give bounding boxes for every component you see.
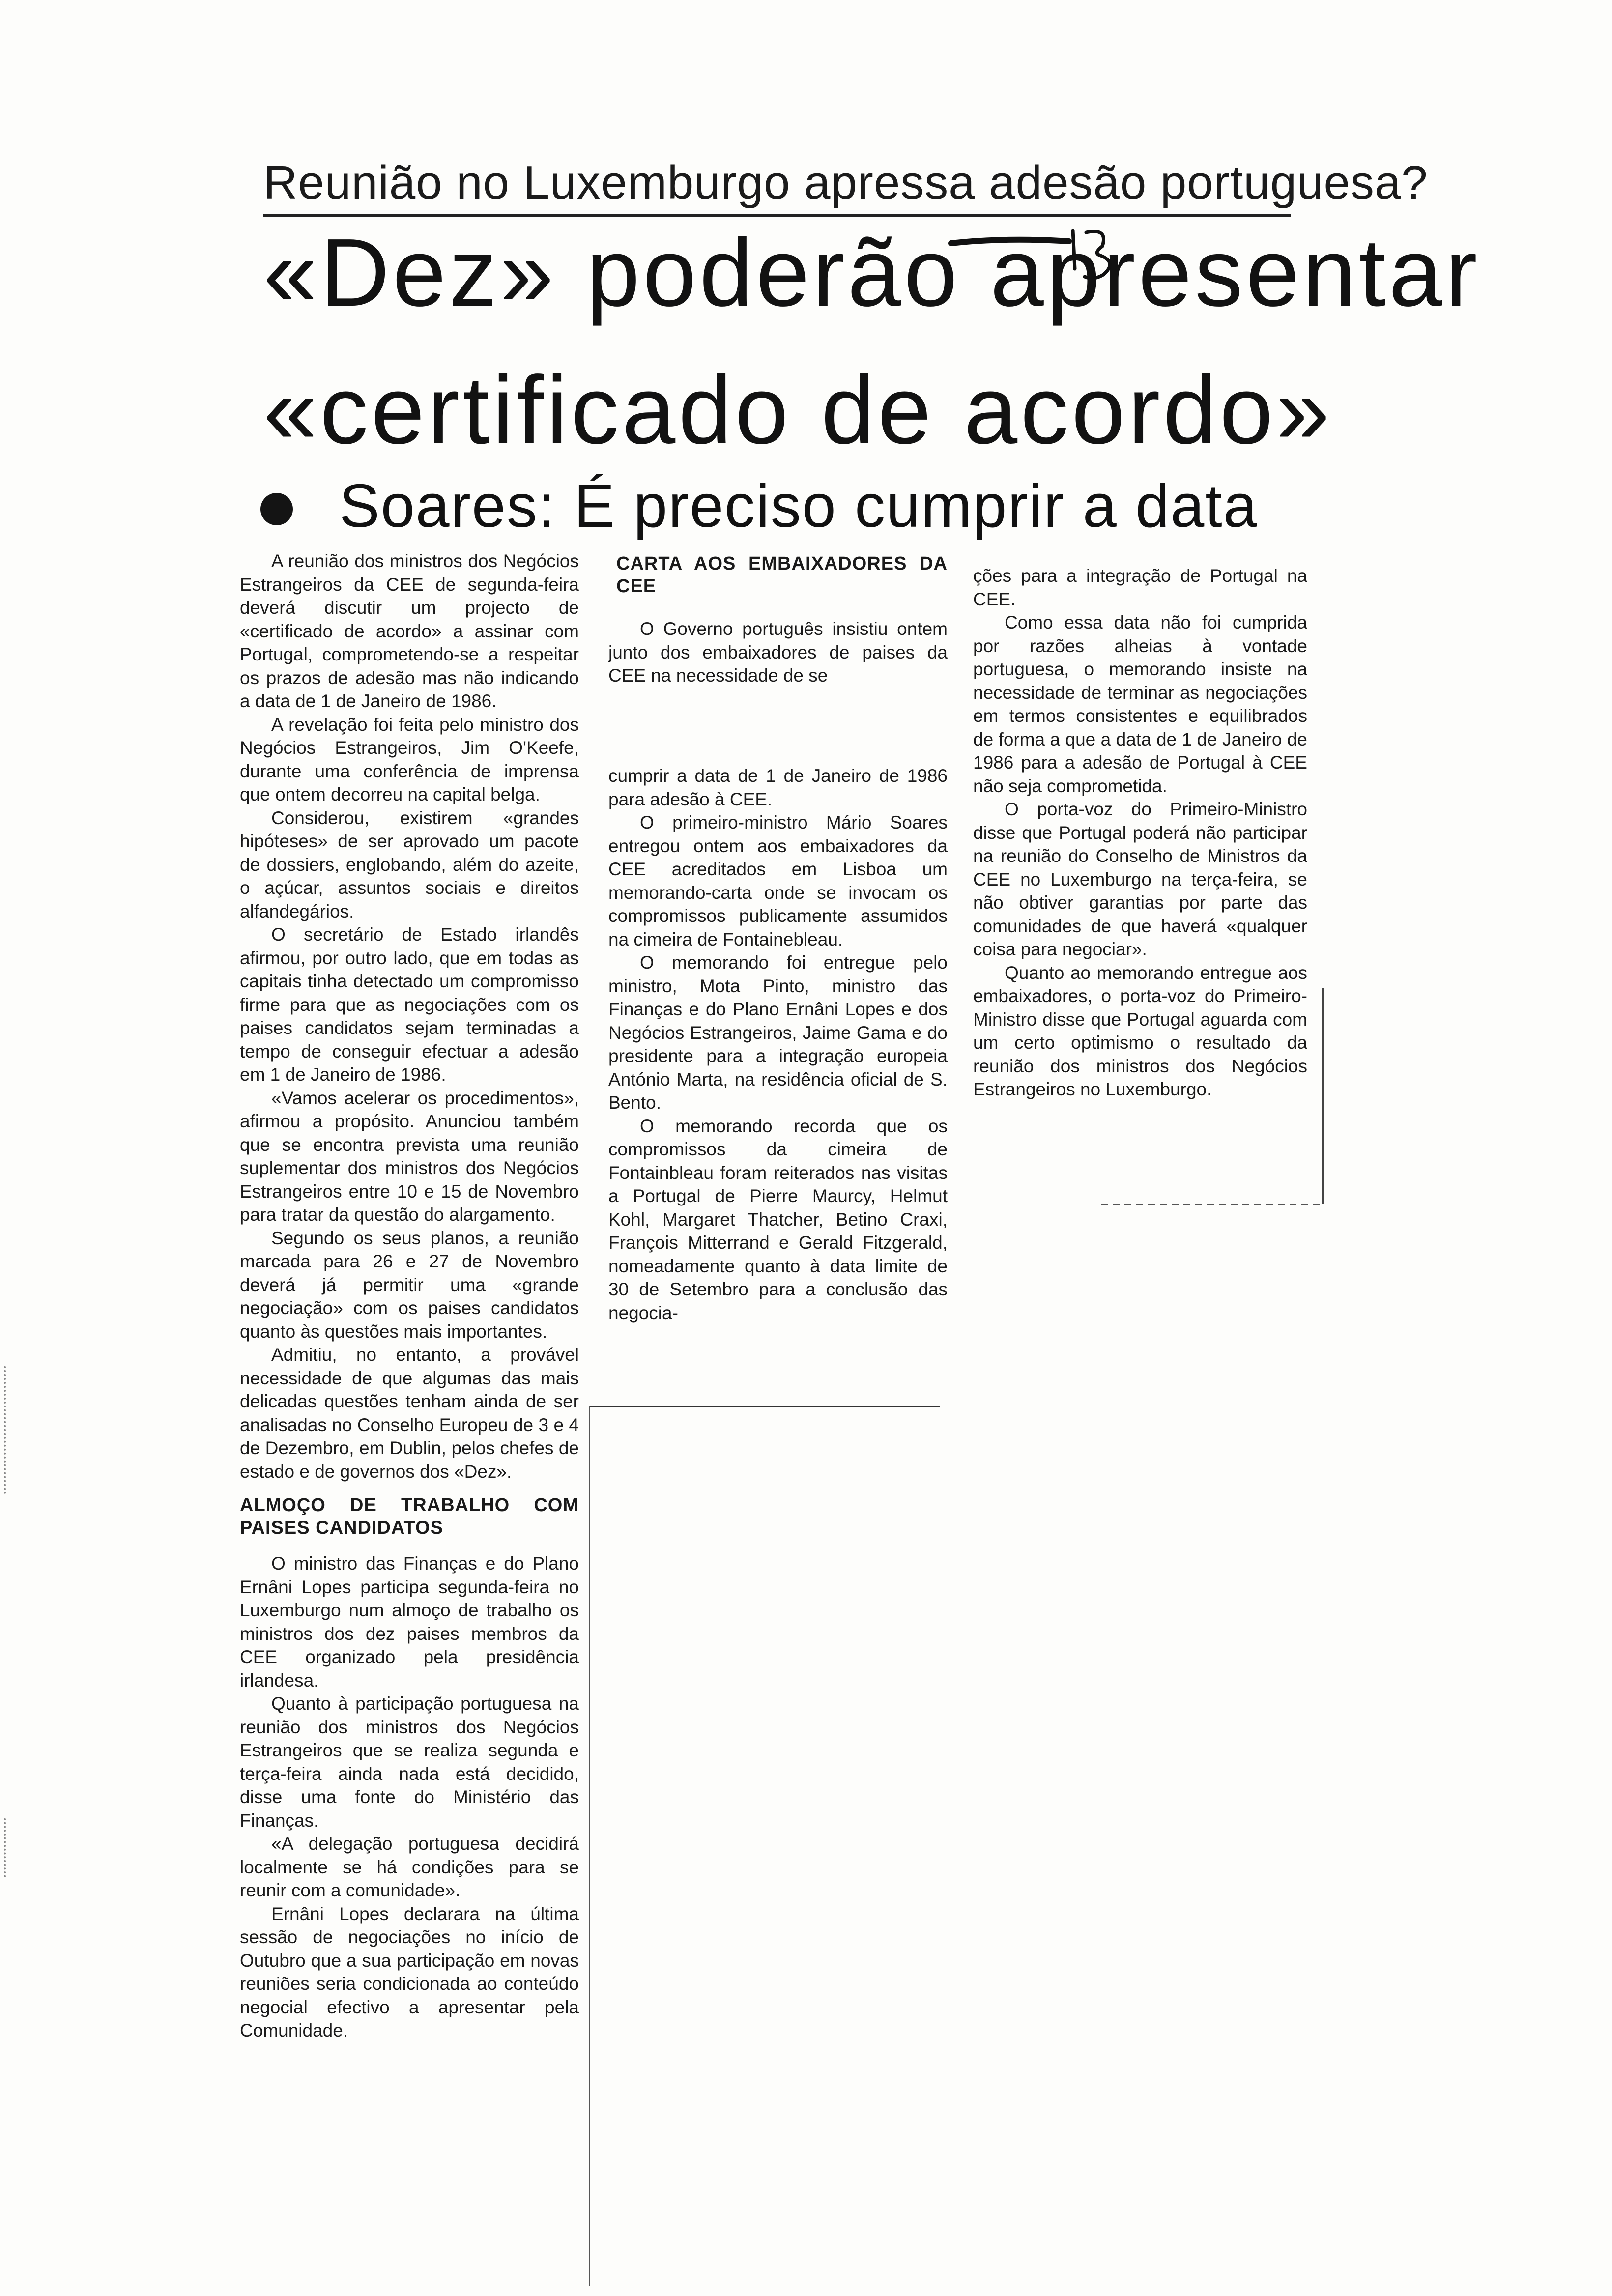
- scan-dots: [4, 1366, 13, 1494]
- column-3-end-rule: [1322, 988, 1324, 1204]
- paragraph: O ministro das Finanças e do Plano Ernâni Lopes participa segunda-feira no Luxemburgo num almoço de trabalho os ministros dos dez paises membros da CEE organizado pela presidência irlandesa.: [240, 1553, 579, 1691]
- column-3-end-dotted-rule: [1101, 1204, 1324, 1205]
- column-separator-horizontal: [589, 1406, 940, 1407]
- paragraph: O Governo português insistiu ontem junto dos embaixadores de paises da CEE na necessidade de se: [608, 619, 948, 686]
- article-column-2: [608, 764, 948, 1324]
- paragraph: Considerou, existirem «grandes hipóteses» de ser aprovado um pacote de dossiers, englobando, além do azeite, o açúcar, assuntos sociais e direitos alfandegários.: [240, 807, 579, 921]
- article-column-3: [973, 564, 1307, 1101]
- paragraph: A reunião dos ministros dos Negócios Estrangeiros da CEE de segunda-feira deverá discutir um projecto de «certificado de acordo» a assinar com Portugal, comprometendo-se a respeitar os prazos de adesão mas não indicando a data de 1 de Janeiro de 1986.: [240, 551, 579, 711]
- paragraph: O memorando recorda que os compromissos da cimeira de Fontainbleau foram reiterados nas visitas a Portugal de Pierre Maurcy, Helmut Kohl, Margaret Thatcher, Betino Craxi, François Mitterrand e Gerald Fitzgerald, nomeadamente quanto à data limite de 30 de Setembro para a conclusão das negocia-: [608, 1116, 948, 1323]
- column-separator-vertical: [589, 1406, 590, 2286]
- paragraph: «Vamos acelerar os procedimentos», afirmou a propósito. Anunciou também que se encontra prevista uma reunião suplementar dos ministros dos Negócios Estrangeiros entre 10 e 15 de Novembro para tratar da questão do alargamento.: [240, 1088, 579, 1225]
- handwritten-mark: [946, 224, 1133, 292]
- paragraph: O memorando foi entregue pelo ministro, Mota Pinto, ministro das Finanças e do Plano Ernâni Lopes e dos Negócios Estrangeiros, Jaime Gama e do presidente para a integração europeia António Marta, na residência oficial de S. Bento.: [608, 952, 948, 1113]
- subheadline-text: Soares: É preciso cumprir a data: [339, 472, 1258, 540]
- section-heading-almoco: ALMOÇO DE TRABALHO COM PAISES CANDIDATOS: [240, 1495, 579, 1538]
- article-column-2-top: [608, 549, 948, 688]
- kicker-headline: Reunião no Luxemburgo apressa adesão portuguesa?: [263, 156, 1428, 209]
- paragraph: cumprir a data de 1 de Janeiro de 1986 para adesão à CEE.: [608, 766, 948, 809]
- paragraph: Ernâni Lopes declarara na última sessão de negociações no início de Outubro que a sua participação em novas reuniões seria condicionada ao conteúdo negocial efectivo a apresentar pela Comunidade.: [240, 1903, 579, 2040]
- subheadline: [260, 469, 1293, 543]
- paragraph: O porta-voz do Primeiro-Ministro disse que Portugal poderá não participar na reunião do Conselho de Ministros da CEE no Luxemburgo na terça-feira, se não obtiver garantias por parte das comunidades de que haverá «qualquer coisa para negociar».: [973, 799, 1307, 959]
- paragraph: A revelação foi feita pelo ministro dos Negócios Estrangeiros, Jim O'Keefe, durante uma conferência de imprensa que ontem decorreu na capital belga.: [240, 714, 579, 804]
- paragraph: Como essa data não foi cumprida por razões alheias à vontade portuguesa, o memorando insiste na necessidade de terminar as negociações em termos consistentes e equilibrados de forma a que a data de 1 de Janeiro de 1986 para a adesão de Portugal à CEE não seja comprometida.: [973, 612, 1307, 796]
- scan-dots: [4, 1818, 13, 1877]
- paragraph: Quanto à participação portuguesa na reunião dos ministros dos Negócios Estrangeiros que se realiza segunda e terça-feira ainda nada está decidido, disse uma fonte do Ministério das Finanças.: [240, 1693, 579, 1831]
- article-column-1: [240, 549, 579, 2042]
- bullet-icon: [260, 493, 293, 525]
- paragraph: Quanto ao memorando entregue aos embaixadores, o porta-voz do Primeiro-Ministro disse que Portugal aguarda com um certo optimismo o resultado da reunião dos ministros dos Negócios Estrangeiros no Luxemburgo.: [973, 962, 1307, 1099]
- section-heading-carta: CARTA AOS EMBAIXADORES DA CEE: [616, 553, 948, 597]
- paragraph: Segundo os seus planos, a reunião marcada para 26 e 27 de Novembro deverá já permitir uma «grande negociação» com os paises candidatos quanto às questões mais importantes.: [240, 1228, 579, 1342]
- paragraph: «A delegação portuguesa decidirá localmente se há condições para se reunir com a comunidade».: [240, 1834, 579, 1900]
- headline-line-2: «certificado de acordo»: [263, 356, 1333, 464]
- paragraph: Admitiu, no entanto, a provável necessidade de que algumas das mais delicadas questões tenham ainda de ser analisadas no Conselho Europeu de 3 e 4 de Dezembro, em Dublin, pelos chefes de estado e de governos dos «Dez».: [240, 1345, 579, 1482]
- paragraph: O primeiro-ministro Mário Soares entregou ontem aos embaixadores da CEE acreditados em Lisboa um memorando-carta onde se invocam os compromissos publicamente assumidos na cimeira de Fontainebleau.: [608, 812, 948, 949]
- headline-line-1: «Dez» poderão apresentar: [263, 219, 1480, 326]
- paragraph: O secretário de Estado irlandês afirmou, por outro lado, que em todas as capitais tinha detectado um compromisso firme para que as negociações com os paises candidatos sejam terminadas a tempo de conseguir efectuar a adesão em 1 de Janeiro de 1986.: [240, 924, 579, 1085]
- paragraph: ções para a integração de Portugal na CEE.: [973, 566, 1307, 609]
